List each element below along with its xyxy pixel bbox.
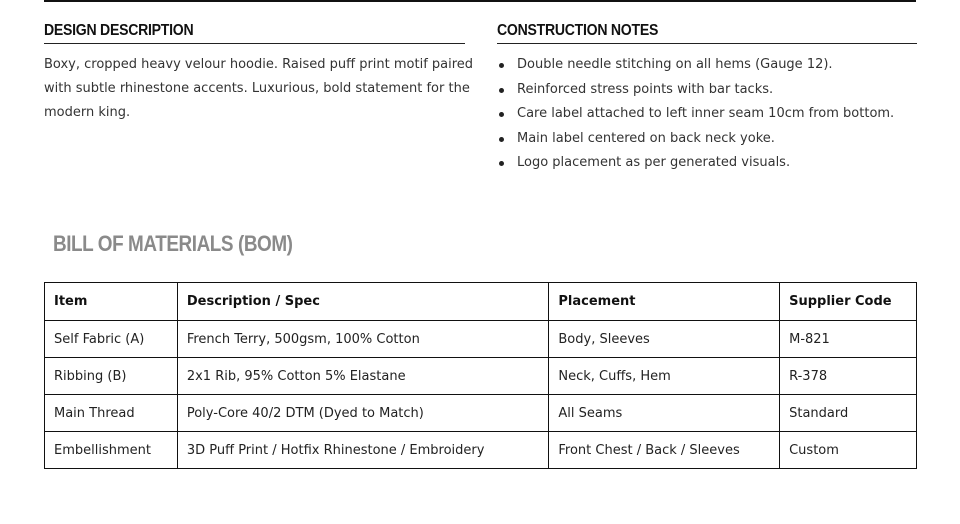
cell-item: Self Fabric (A) (45, 321, 178, 358)
bom-title: BILL OF MATERIALS (BOM) (53, 231, 293, 256)
construction-note (497, 53, 917, 78)
bom-table (44, 282, 917, 469)
cell-description: 2x1 Rib, 95% Cotton 5% Elastane (177, 358, 549, 395)
construction-note-text: Logo placement as per generated visuals. (517, 155, 791, 170)
cell-description: Poly-Core 40/2 DTM (Dyed to Match) (177, 395, 549, 432)
construction-note (497, 78, 917, 103)
cell-placement: Body, Sleeves (549, 321, 780, 358)
table-row (45, 321, 917, 358)
bullet-icon (499, 63, 504, 68)
construction-note-text: Main label centered on back neck yoke. (517, 130, 775, 146)
construction-note-text: Reinforced stress points with bar tacks. (517, 81, 774, 97)
cell-supplier-code: M-821 (780, 321, 917, 358)
design-description-divider (44, 43, 465, 44)
construction-notes-title: CONSTRUCTION NOTES (497, 22, 659, 39)
construction-note (497, 102, 917, 127)
cell-description: French Terry, 500gsm, 100% Cotton (177, 321, 549, 358)
cell-item: Embellishment (45, 432, 178, 469)
cell-placement: Front Chest / Back / Sleeves (549, 432, 780, 469)
cell-supplier-code: R-378 (780, 358, 917, 395)
bullet-icon (499, 112, 504, 117)
construction-notes-list (497, 53, 917, 176)
column-header-description: Description / Spec (177, 283, 549, 321)
cell-item: Main Thread (45, 395, 178, 432)
column-header-placement: Placement (549, 283, 780, 321)
construction-note-text: Care label attached to left inner seam 10cm from bottom. (517, 106, 895, 121)
bom-header-row (45, 283, 917, 321)
construction-note (497, 151, 917, 176)
table-row (45, 432, 917, 469)
design-description-title: DESIGN DESCRIPTION (44, 22, 194, 39)
column-header-item: Item (45, 283, 178, 321)
cell-supplier-code: Custom (780, 432, 917, 469)
bullet-icon (499, 161, 504, 166)
cell-placement: Neck, Cuffs, Hem (549, 358, 780, 395)
column-header-supplier-code: Supplier Code (780, 283, 917, 321)
cell-placement: All Seams (549, 395, 780, 432)
construction-notes-divider (497, 43, 917, 44)
bullet-icon (499, 137, 504, 142)
top-divider (44, 0, 916, 2)
table-row (45, 358, 917, 395)
cell-supplier-code: Standard (780, 395, 917, 432)
construction-note (497, 127, 917, 152)
table-row (45, 395, 917, 432)
bullet-icon (499, 88, 504, 93)
cell-description: 3D Puff Print / Hotfix Rhinestone / Embroidery (177, 432, 549, 469)
construction-note-text: Double needle stitching on all hems (Gauge 12). (517, 57, 833, 72)
design-description-text: Boxy, cropped heavy velour hoodie. Raised puff print motif paired with subtle rhinestone accents. Luxurious, bold statement for the modern king. (44, 57, 474, 120)
cell-item: Ribbing (B) (45, 358, 178, 395)
